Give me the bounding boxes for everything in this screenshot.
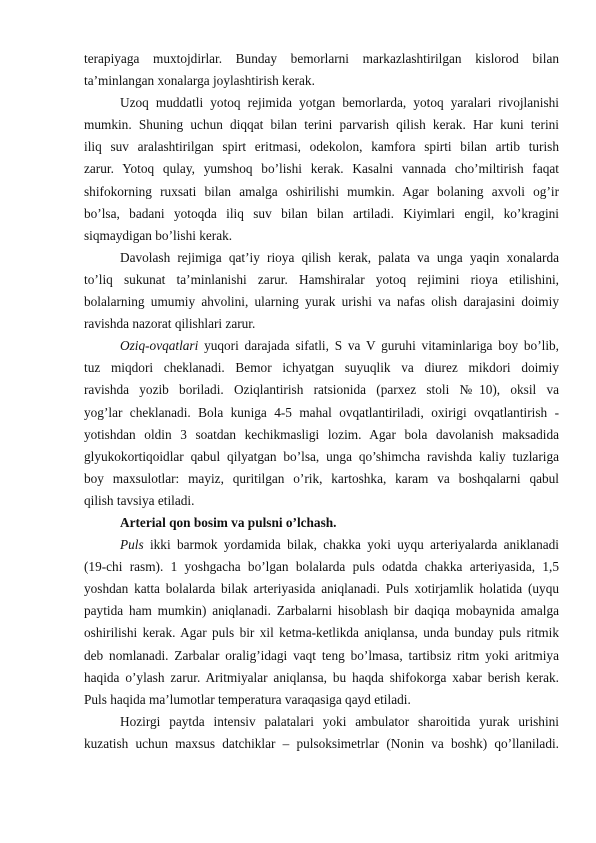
text-line-rest: yuqori darajada sifatli, S va V guruhi vitaminlariga boy bo’lib, [204,338,559,354]
text-line: zarur. Yotoq qulay, yumshoq bo’lishi kerak. Kasalni vannada cho’miltirish faqat [84,161,559,177]
text-line: paytida ham mumkin) aniqlanadi. Zarbalarni hisoblash bir daqiqa mobaynida amalga [84,603,559,619]
text-line: Puls haqida ma’lumotlar temperatura varaqasiga qayd etiladi. [84,691,411,707]
italic-lead-food: Oziq-ovqatlari [120,338,199,354]
text-line: iliq suv aralashtirilgan spirt eritmasi, odekolon, kamfora spirti bilan artib turish [84,139,559,155]
text-line: ravishda yozib boriladi. Oziqlantirish ratsionida (parxez stoli №10), oksil va [84,382,559,398]
document-page [84,48,559,755]
text-line: yotishdan oldin 3 soatdan kechikmasligi lozim. Agar bola davolanish maksadida [84,426,559,442]
text-line: to’liq sukunat ta’minlanishi zarur. Hamshiralar yotoq rejimini rioya etilishini, [84,271,559,287]
text-line: qilish tavsiya etiladi. [84,492,195,508]
text-line-food-lead [84,335,559,357]
text-line: mumkin. Shuning uchun diqqat bilan terini parvarish qilish kerak. Har kuni terini [84,117,559,133]
text-line: deb nomlanadi. Zarbalar oralig’idagi vaqt teng bo’lmasa, tartibsiz ritm yoki aritmiya [84,647,559,663]
text-line: siqmaydigan bo’lishi kerak. [84,227,233,243]
text-line: ta’minlangan xonalarga joylashtirish kerak. [84,73,315,89]
text-line-rest: ikki barmok yordamida bilak, chakka yoki uyqu arteriyalarda aniklanadi [149,537,559,553]
text-line: kuzatish uchun maxsus datchiklar – pulsoksimetrlar (Nonin va boshk) qo’llaniladi. [84,735,559,751]
text-line: haqida o’ylash zarur. Aritmiyalar aniqlansa, bu haqda shifokorga xabar berish kerak. [84,669,559,685]
text-line: bo’lsa, badani yotoqda iliq suv bilan bilan artiladi. Kiyimlari engil, ko’kragini [84,205,559,221]
text-line: boy maxsulotlar: mayiz, quritilgan o’rik, kartoshka, karam va boshqalarni qabul [84,470,559,486]
text-line: terapiyaga muxtojdirlar. Bunday bemorlarni markazlashtirilgan kislorod bilan [84,51,559,66]
text-line: shifokorning ruxsati bilan amalga oshirilishi mumkin. Agar bolaning axvoli og’ir [84,183,559,199]
text-line: Uzoq muddatli yotoq rejimida yotgan bemorlarda, yotoq yaralari rivojlanishi [120,95,559,111]
text-line: Davolash rejimiga qat’iy rioya qilish kerak, palata va unga yaqin xonalarda [120,249,559,265]
text-line: Hozirgi paytda intensiv palatalari yoki ambulator sharoitida yurak urishini [120,713,559,729]
italic-lead-pulse: Puls [120,537,144,553]
section-heading: Arterial qon bosim va pulsni o’lchash. [120,514,337,530]
text-line: ravishda nazorat qilishlari zarur. [84,316,256,332]
text-line: (19-chi rasm). 1 yoshgacha bo’lgan bolalarda puls odatda chakka arteriyasida, 1,5 [84,559,559,575]
text-line: tuz miqdori cheklanadi. Bemor ichyatgan suyuqlik va diurez mikdori doimiy [84,360,559,376]
text-line: yoshdan katta bolalarda bilak arteriyasida aniqlanadi. Puls xotirjamlik holatida (uyqu [84,581,559,597]
text-line: yog’lar cheklanadi. Bola kuniga 4-5 mahal ovqatlantiriladi, oxirigi ovqatlantirish - [84,404,559,420]
text-line-pulse-lead [84,534,559,556]
text-line: glyukokortiqoidlar qabul qilyatgan bo’lsa, unga qo’shimcha ravishda kaliy tuzlariga [84,448,559,464]
text-line: bolalarning umumiy ahvolini, ularning yurak urishi va nafas olish darajasini doimiy [84,294,559,310]
text-line: oshirilishi kerak. Agar puls bir xil ketma-ketlikda aniqlansa, unda bunday puls ritmik [84,625,559,641]
